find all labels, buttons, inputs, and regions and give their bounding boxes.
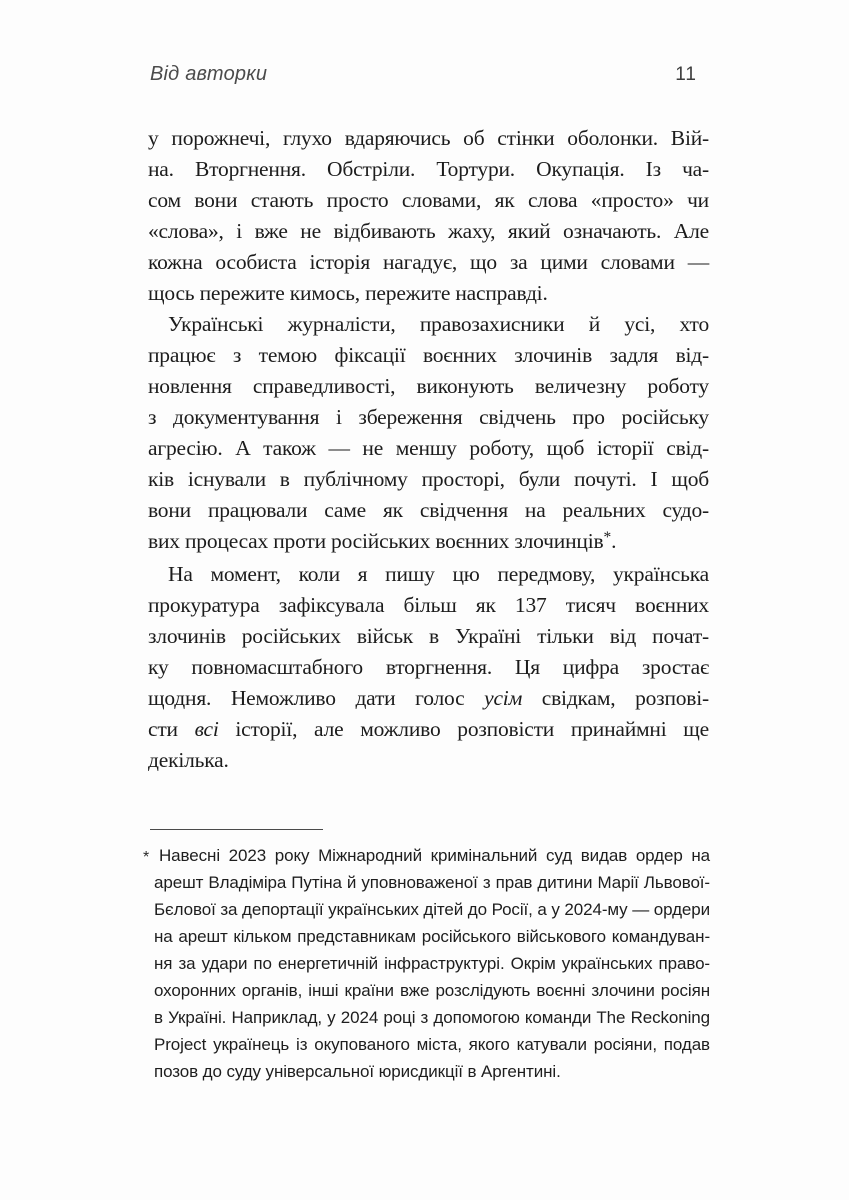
text-line: Українські журналісти, правозахисники й усі, хто <box>168 312 709 336</box>
paragraph <box>148 309 709 559</box>
text-line: ку повномасштабного вторгнення. Ця цифра зростає <box>148 655 709 679</box>
footnote-separator-rule <box>150 829 323 830</box>
footnote-line: в Україні. Наприклад, у 2024 році з допомогою команди The Reckoning <box>154 1008 710 1027</box>
text-line: вони працювали саме як свідчення на реальних судо- <box>148 498 709 522</box>
text-line: На момент, коли я пишу цю передмову, українська <box>168 562 709 586</box>
footnote-line: на арешт кільком представникам російського військового командуван- <box>154 927 710 946</box>
text-line: щодня. Неможливо дати голос усім свідкам, розпові- <box>148 686 709 710</box>
page-header <box>150 63 711 86</box>
text-line: щось пережите кимось, пережите насправді. <box>148 281 548 305</box>
footnote-lines <box>154 842 710 1085</box>
text-line: агресію. А також — не меншу роботу, щоб історії свід- <box>148 436 709 460</box>
text-line: сом вони стають просто словами, як слова «просто» чи <box>148 188 709 212</box>
footnote-reference-asterisk: * <box>603 528 612 546</box>
text-line: у порожнечі, глухо вдаряючись об стінки оболонки. Вій- <box>148 126 709 150</box>
running-head-section-title: Від авторки <box>150 63 268 85</box>
text-line: прокуратура зафіксувала більш як 137 тисяч воєнних <box>148 593 709 617</box>
footnote <box>143 842 710 1085</box>
footnote-line: Бєлової за депортації українських дітей до Росії, а у 2024-му — ордери <box>154 900 710 919</box>
text-line: на. Вторгнення. Обстріли. Тортури. Окупація. Із ча- <box>148 157 709 181</box>
text-line: новлення справедливості, виконують величезну роботу <box>148 374 709 398</box>
text-line: «слова», і вже не відбивають жаху, який означають. Але <box>148 219 709 243</box>
body-text <box>148 123 709 776</box>
footnote-marker: * <box>143 849 150 866</box>
text-line: злочинів російських військ в Україні тільки від почат- <box>148 624 709 648</box>
text-line: декілька. <box>148 748 229 772</box>
text-line: сти всі історії, але можливо розповісти принаймні ще <box>148 717 709 741</box>
page-number: 11 <box>675 64 697 85</box>
text-line: ків існували в публічному просторі, були почуті. І щоб <box>148 467 709 491</box>
footnote-line: ня за удари по енергетичній інфраструктурі. Окрім українських право- <box>154 954 710 973</box>
footnote-line: Project українець із окупованого міста, якого катували росіяни, подав <box>154 1035 710 1054</box>
footnote-line: позов до суду універсальної юрисдикції в Аргентині. <box>154 1062 561 1081</box>
text-line: працює з темою фіксації воєнних злочинів задля від- <box>148 343 709 367</box>
paragraph <box>148 123 709 309</box>
footnote-line: Навесні 2023 року Міжнародний кримінальний суд видав ордер на <box>159 846 710 865</box>
text-line: з документування і збереження свідчень про російську <box>148 405 709 429</box>
paragraph <box>148 559 709 776</box>
footnote-line: охоронних органів, інші країни вже розслідують воєнні злочини росіян <box>154 981 710 1000</box>
text-line: кожна особиста історія нагадує, що за цими словами — <box>148 250 709 274</box>
text-line: вих процесах проти російських воєнних злочинців*. <box>148 528 617 553</box>
footnote-line: арешт Владіміра Путіна й уповноваженої з прав дитини Марії Львової- <box>154 873 710 892</box>
